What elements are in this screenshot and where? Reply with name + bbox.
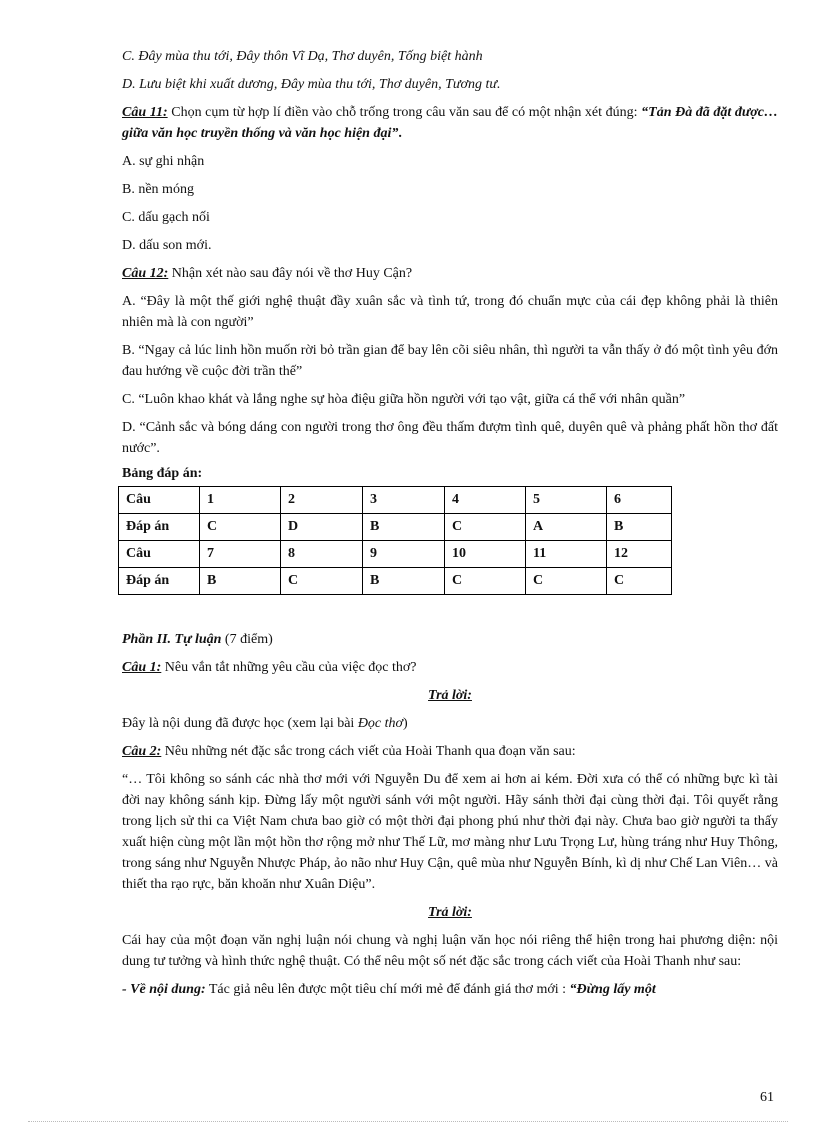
essay-question-2-label: Câu 2: bbox=[122, 744, 162, 759]
essay-q2-content-point: - Về nội dung: Tác giả nêu lên được một tiêu chí mới mẻ để đánh giá thơ mới : “Đừng lấy một bbox=[122, 982, 656, 997]
table-cell: C bbox=[526, 568, 607, 595]
table-cell: A bbox=[526, 514, 607, 541]
q11-option-a: A. sự ghi nhận bbox=[122, 154, 205, 169]
table-cell: D bbox=[281, 514, 363, 541]
option-c-previous: C. Đây mùa thu tới, Đây thôn Vĩ Dạ, Thơ duyên, Tống biệt hành bbox=[122, 49, 483, 64]
document-page bbox=[122, 46, 778, 1000]
question-12-label: Câu 12: bbox=[122, 266, 169, 281]
q11-option-b: B. nền móng bbox=[122, 182, 194, 197]
essay-q1-answer: Đây là nội dung đã được học (xem lại bài Đọc thơ) bbox=[122, 716, 408, 731]
q12-option-c: C. “Luôn khao khát và lắng nghe sự hòa điệu giữa hồn người với tạo vật, giữa cá thể với nhân quần” bbox=[122, 392, 686, 407]
page-number: 61 bbox=[760, 1090, 774, 1105]
q12-option-a: A. “Đây là một thế giới nghệ thuật đầy xuân sắc và tình tứ, trong đó chuẩn mực của cái đẹp không phải là thiên nhiên mà là con người” bbox=[122, 294, 778, 330]
question-11-quote: “Tản Đà đã đặt được… giữa văn học truyền thống và văn học hiện đại” bbox=[122, 105, 779, 141]
essay-q2-answer-paragraph: Cái hay của một đoạn văn nghị luận nói chung và nghị luận văn học nói riêng thể hiện trong hai phương diện: nội dung tư tưởng và hình thức nghệ thuật. Có thể nêu một số nét đặc sắc trong cách viết của Hoài Thanh như sau: bbox=[122, 933, 778, 969]
table-cell: 4 bbox=[445, 487, 526, 514]
question-11-label: Câu 11: bbox=[122, 105, 168, 120]
answer-table bbox=[118, 486, 672, 595]
table-cell: 3 bbox=[363, 487, 445, 514]
q12-option-d: D. “Cảnh sắc và bóng dáng con người trong thơ ông đều thấm đượm tình quê, duyên quê và phảng phất hồn thơ đất nước”. bbox=[122, 420, 778, 456]
q12-option-b: B. “Ngay cả lúc linh hồn muốn rời bỏ trần gian để bay lên cõi siêu nhân, thì người ta vẫn thấy ở đó một tình yêu đớn đau hướng về cuộc đời trần thế” bbox=[122, 343, 778, 379]
table-cell: 1 bbox=[200, 487, 281, 514]
table-cell: B bbox=[363, 514, 445, 541]
essay-question-1: Câu 1: Nêu vắn tắt những yêu cầu của việc đọc thơ? bbox=[122, 660, 417, 675]
footer-divider bbox=[28, 1121, 788, 1122]
table-cell: Câu bbox=[119, 487, 200, 514]
answer-table-title: Bảng đáp án: bbox=[122, 466, 203, 481]
table-cell: 11 bbox=[526, 541, 607, 568]
part-2-heading: Phần II. Tự luận (7 điểm) bbox=[122, 632, 273, 647]
table-cell: C bbox=[607, 568, 672, 595]
question-11: Câu 11: Chọn cụm từ hợp lí điền vào chỗ trống trong câu văn sau để có một nhận xét đúng: “Tản Đà đã đặt được… giữa văn học truyền thống và văn học hiện đại”. bbox=[122, 105, 779, 141]
essay-q2-quote: “… Tôi không so sánh các nhà thơ mới với Nguyễn Du để xem ai hơn ai kém. Đời xưa có thể có những bực kì tài đời nay không sánh kịp. Đừng lấy một người sánh với một người. Hãy sánh thời đại cùng thời đại. Tôi quyết rằng trong lịch sử thi ca Việt Nam chưa bao giờ có một thời đại phong phú như thời đại này. Chưa bao giờ người ta thấy xuất hiện cùng một lần một hồn thơ rộng mở như Thế Lữ, mơ màng như Lưu Trọng Lư, hùng tráng như Huy Thông, trong sáng như Nguyễn Nhược Pháp, ảo não như Huy Cận, quê mùa như Nguyễn Bính, kì dị như Chế Lan Viên… và thiết tha rạo rực, băn khoăn như Xuân Diệu”. bbox=[122, 772, 778, 892]
table-cell: C bbox=[445, 568, 526, 595]
question-12: Câu 12: Nhận xét nào sau đây nói về thơ Huy Cận? bbox=[122, 266, 413, 281]
table-cell: 2 bbox=[281, 487, 363, 514]
table-cell: 9 bbox=[363, 541, 445, 568]
table-cell: B bbox=[200, 568, 281, 595]
table-cell: B bbox=[363, 568, 445, 595]
table-cell: 6 bbox=[607, 487, 672, 514]
essay-question-1-label: Câu 1: bbox=[122, 660, 162, 675]
table-row bbox=[119, 487, 672, 514]
table-cell: 7 bbox=[200, 541, 281, 568]
option-d-previous: D. Lưu biệt khi xuất dương, Đây mùa thu tới, Thơ duyên, Tương tư. bbox=[122, 77, 501, 92]
q11-option-c: C. dấu gạch nối bbox=[122, 210, 210, 225]
table-row bbox=[119, 568, 672, 595]
part-2-title: Phần II. Tự luận bbox=[122, 632, 222, 647]
essay-q2-answer-heading: Trả lời: bbox=[428, 905, 472, 920]
table-row bbox=[119, 514, 672, 541]
essay-q1-answer-heading: Trả lời: bbox=[428, 688, 472, 703]
table-cell: Câu bbox=[119, 541, 200, 568]
table-cell: C bbox=[281, 568, 363, 595]
table-cell: 5 bbox=[526, 487, 607, 514]
table-cell: 8 bbox=[281, 541, 363, 568]
table-cell: 12 bbox=[607, 541, 672, 568]
essay-question-2: Câu 2: Nêu những nét đặc sắc trong cách viết của Hoài Thanh qua đoạn văn sau: bbox=[122, 744, 576, 759]
table-cell: C bbox=[200, 514, 281, 541]
table-cell: Đáp án bbox=[119, 514, 200, 541]
table-cell: C bbox=[445, 514, 526, 541]
table-cell: 10 bbox=[445, 541, 526, 568]
table-cell: B bbox=[607, 514, 672, 541]
table-row bbox=[119, 541, 672, 568]
table-cell: Đáp án bbox=[119, 568, 200, 595]
q11-option-d: D. dấu son mới. bbox=[122, 238, 212, 253]
